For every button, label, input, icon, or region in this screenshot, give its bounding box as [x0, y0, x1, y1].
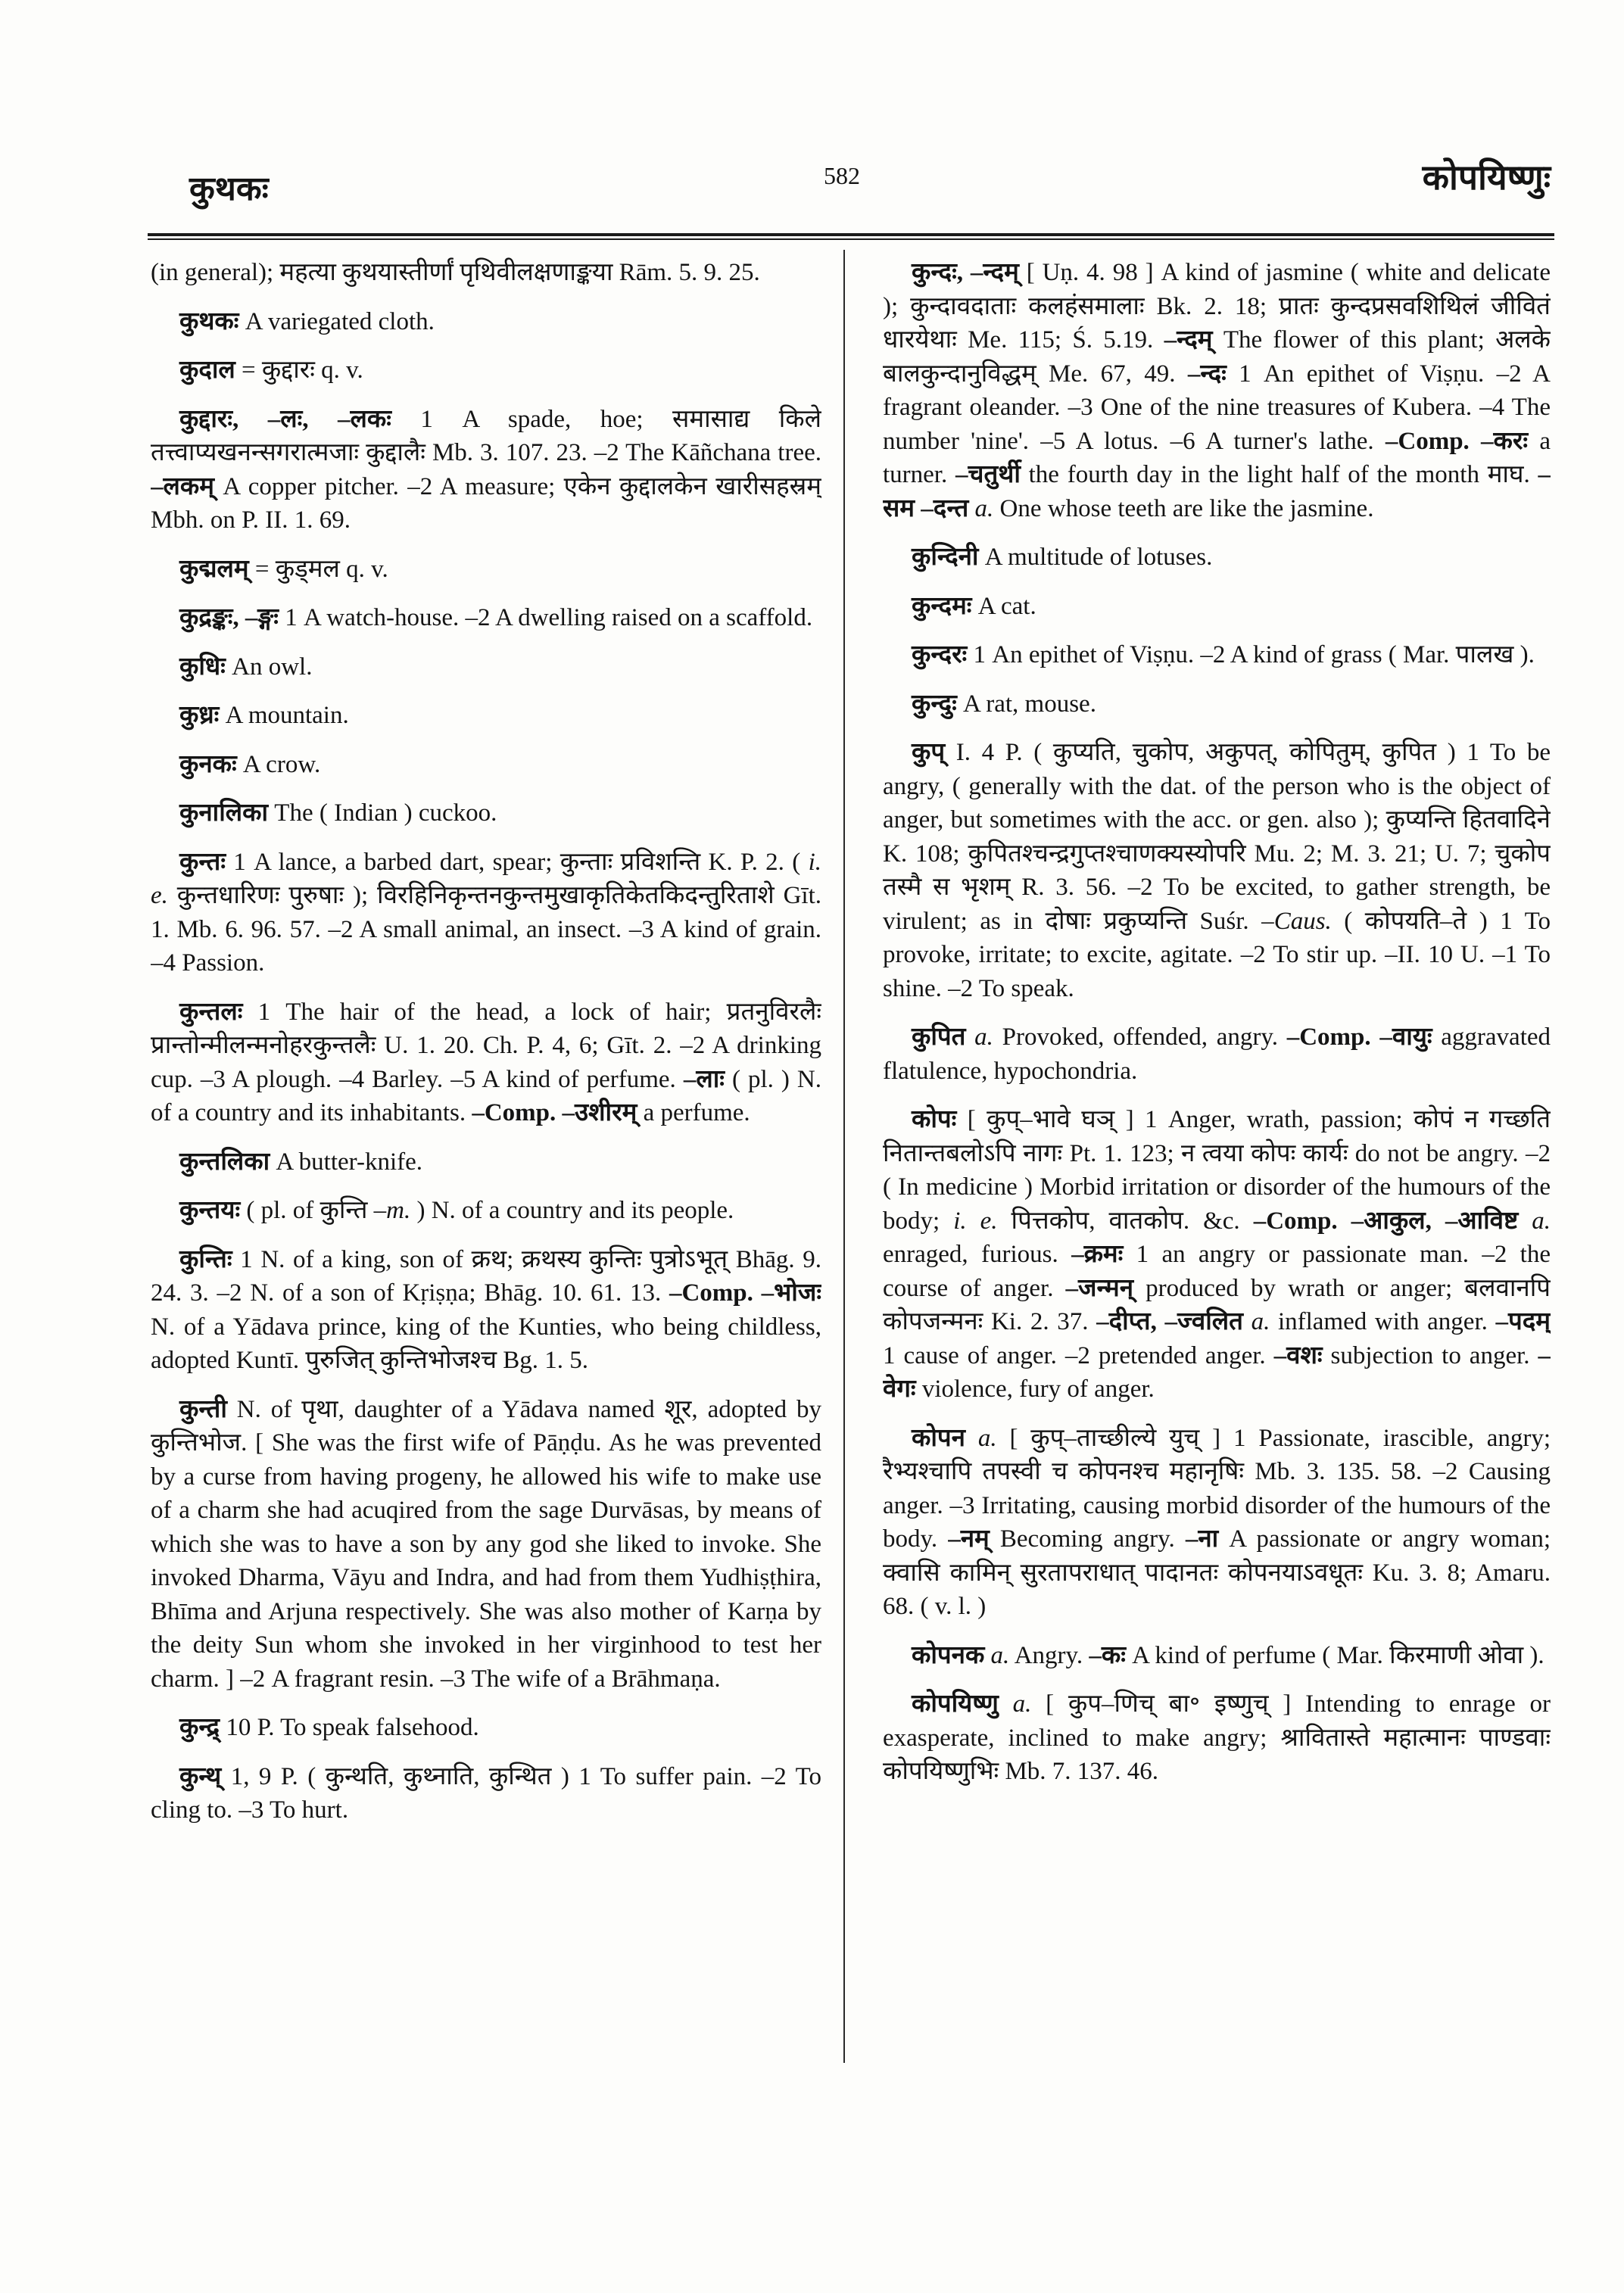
headword: कुद्दारः, –लः, –लकः — [179, 405, 391, 433]
entry-text: A kind of perfume ( Mar. किरमाणी ओवा ). — [1125, 1641, 1545, 1669]
dictionary-entry — [151, 748, 821, 782]
headword: कुन्तलिका — [179, 1148, 270, 1176]
header-double-rule — [148, 233, 1554, 240]
entry-text: enraged, furious. — [883, 1241, 1072, 1268]
entry-text: aggravated flatulence, hypochondria. — [883, 1023, 1551, 1085]
entry-text: a perfume. — [637, 1099, 750, 1126]
italic-abbreviation: i. e. — [151, 848, 821, 909]
dictionary-entry — [883, 1639, 1551, 1673]
dictionary-entry — [883, 1687, 1551, 1789]
italic-abbreviation: a. — [965, 1023, 993, 1051]
headword: कोपनक — [912, 1641, 985, 1669]
headword: कुन्ती — [179, 1395, 227, 1423]
dictionary-entry — [883, 687, 1551, 721]
entry-text: [ कुप–णिच् बा॰ इष्णुच् ] Intending to enrage or exasperate, inclined to make angry; श्रावितास्ते महात्मानः पाण्डवाः कोपयिष्णुभिः Mb. 7. 137. 46. — [883, 1690, 1551, 1785]
entry-text: 10 P. To speak falsehood. — [220, 1714, 479, 1741]
dictionary-entry — [151, 1145, 821, 1179]
dictionary-entry — [883, 638, 1551, 672]
headword: कुन्तलः — [179, 998, 243, 1026]
dictionary-entry — [883, 736, 1551, 1005]
entry-text: [ कुप्–भावे घञ् ] 1 Anger, wrath, passion; कोपं न गच्छति नितान्तबलोऽपि नागः Pt. 1. 123; न त्वया कोपः कार्यः do not be angry. –2 ( In medicine ) Morbid irritation or disorder of the humours of the body; — [883, 1106, 1551, 1235]
entry-text: कुन्तधारिणः पुरुषाः ); विरहिनिकृन्तनकुन्तमुखाकृतिकेतकिदन्तुरिताशे Gīt. 1. Mb. 6. 96. 57. –2 A small animal, an insect. –3 A kind of grain. –4 Passion. — [151, 882, 821, 977]
entry-text: = कुद्दारः q. v. — [235, 357, 363, 384]
entry-text: subjection to anger. — [1322, 1341, 1538, 1369]
dictionary-entry — [151, 846, 821, 980]
entry-text: One whose teeth are like the jasmine. — [993, 494, 1374, 522]
entry-text: 1 A watch-house. –2 A dwelling raised on a scaffold. — [278, 604, 813, 631]
entry-text: [ Uṇ. 4. 98 ] A kind of jasmine ( white and delicate ); कुन्दावदाताः कलहंसमालाः Bk. 2. 18; प्रातः कुन्दप्रसवशिथिलं जीवितं धारयेथाः Me. 115; Ś. 5.19. — [883, 259, 1551, 354]
entry-text: (in general); महत्या कुथयास्तीर्णां पृथिवीलक्षणाङ्कया Rām. 5. 9. 25. — [151, 259, 760, 286]
entry-text: [ कुप्–ताच्छील्ये युच् ] 1 Passionate, irascible, angry; रैभ्यश्चापि तपस्वी च कोपनश्च महानृषिः Mb. 3. 135. 58. –2 Causing anger. –3 Irritating, causing morbid disorder of the humours of the body. — [883, 1424, 1551, 1553]
bold-subentry: –न्दम् — [1164, 326, 1213, 354]
entry-text: पित्तकोप, वातकोप. &c. — [997, 1207, 1254, 1235]
entry-text: 1 N. of a king, son of क्रथ; क्रथस्य कुन्तिः पुत्रोऽभूत् Bhāg. 9. 24. 3. –2 N. of a son of Kṛiṣṇa; Bhāg. 10. 61. 13. — [151, 1245, 821, 1307]
headword: कुद्रङ्कः, –ङ्गः — [179, 604, 279, 631]
headword: कुन्दुः — [912, 690, 957, 718]
bold-subentry: –नम् — [948, 1525, 990, 1553]
entry-text: produced by wrath or anger; बलवानपि कोपजन्मनः Ki. 2. 37. — [883, 1274, 1551, 1335]
entry-text: Provoked, offended, angry. — [993, 1023, 1287, 1051]
dictionary-entry — [151, 995, 821, 1130]
headword: कुन्दमः — [912, 592, 972, 620]
bold-subentry: –सम –दन्त — [883, 461, 1551, 522]
entry-text: I. 4 P. ( कुप्यति, चुकोप, अकुपत्, कोपितुम्, कुपित ) 1 To be angry, ( generally with the dat. of the person who is the object of anger, but sometimes with the acc. or gen. also ); कुप्यन्ति हितवादिने K. 108; कुपितश्चन्द्रगुप्तश्चाणक्यस्योपरि Mu. 2; M. 3. 21; U. 7; चुकोप तस्मै स भृशम् R. 3. 56. –2 To be excited, to gather strength, be virulent; as in दोषाः प्रकुप्यन्ति Suśr. – — [883, 739, 1551, 935]
dictionary-entry — [883, 590, 1551, 624]
entry-text: A mountain. — [219, 702, 349, 729]
bold-subentry: –Comp. –उशीरम् — [472, 1099, 637, 1126]
entry-text: 1 The hair of the head, a lock of hair; प्रतनुविरलैः प्रान्तोन्मीलन्मनोहरकुन्तलैः U. 1. 20. Ch. P. 4, 6; Gīt. 2. –2 A drinking cup. –3 A plough. –4 Barley. –5 A kind of perfume. — [151, 998, 821, 1093]
dictionary-entry — [151, 553, 821, 587]
entry-text: inflamed with anger. — [1270, 1308, 1496, 1335]
bold-subentry: –पदम् — [1495, 1308, 1551, 1335]
bold-subentry: –वशः — [1273, 1341, 1323, 1369]
entry-text: 1 An epithet of Viṣṇu. –2 A kind of grass ( Mar. पालख ). — [967, 641, 1535, 668]
italic-abbreviation: a. — [984, 1641, 1010, 1669]
dictionary-entry — [151, 1393, 821, 1696]
headword: कुन्द्र् — [179, 1714, 220, 1741]
dictionary-entry — [883, 1020, 1551, 1088]
headword: कुध्रः — [179, 702, 220, 729]
bold-subentry: –कः — [1089, 1641, 1126, 1669]
page-number: 582 — [824, 162, 860, 189]
dictionary-entry — [883, 256, 1551, 525]
dictionary-entry — [151, 796, 821, 830]
entry-text: A variegated cloth. — [238, 307, 435, 335]
left-column — [151, 256, 821, 2254]
headword: कुन्तिः — [179, 1245, 232, 1273]
entry-text: N. of a Yādava prince, king of the Kunties, who being childless, adopted Kuntī. पुरुजित् कुन्तिभोजश्च Bg. 1. 5. — [151, 1313, 821, 1374]
headword: कुनालिका — [179, 799, 269, 827]
entry-text: 1 cause of anger. –2 pretended anger. — [883, 1341, 1274, 1369]
entry-text: A crow. — [236, 750, 321, 778]
italic-abbreviation: a. — [1242, 1308, 1270, 1335]
entry-text: A copper pitcher. –2 A measure; एकेन कुद्दालकेन खारीसहस्रम् Mbh. on P. II. 1. 69. — [151, 472, 821, 534]
dictionary-entry — [883, 1103, 1551, 1407]
headword: कुन्थ् — [179, 1762, 222, 1790]
italic-abbreviation: Caus. — [1273, 907, 1332, 935]
left-guide-word: कुथकः — [189, 170, 269, 207]
entry-text: ( कोपयति–ते ) 1 To provoke, irritate; to excite, agitate. –2 To stir up. –II. 10 U. –1 To shine. –2 To speak. — [883, 907, 1551, 1002]
italic-abbreviation: a. — [1518, 1207, 1551, 1235]
bold-subentry: –लकम् — [151, 472, 214, 500]
entry-text: The ( Indian ) cuckoo. — [268, 799, 497, 827]
bold-subentry: –Comp. –करः — [1385, 427, 1529, 455]
entry-text: ( pl. of कुन्ति – — [240, 1197, 387, 1224]
dictionary-entry — [883, 1422, 1551, 1624]
bold-subentry: –लाः — [683, 1065, 725, 1093]
headword: कुपित — [912, 1023, 966, 1051]
entry-text: N. of पृथा, daughter of a Yādava named शूर, adopted by कुन्तिभोज. [ She was the first wife of Pāṇḍu. As he was prevented by a curse from having progeny, he allowed his wife to make use of a charm she had acuqired from the sage Durvāsas, by means of which she was to have a son by any god she liked to invoke. She invoked Dharma, Vāyu and Indra, and had from them Yudhiṣṭhira, Bhīma and Arjuna respectively. She was also mother of Karṇa by the deity Sun whom she invoked in her virginhood to test her charm. ] –2 A fragrant resin. –3 The wife of a Brāhmaṇa. — [151, 1395, 821, 1693]
entry-text: An owl. — [225, 653, 313, 681]
right-guide-word: कोपयिष्णुः — [1422, 158, 1551, 197]
bold-subentry: –Comp. –भोजः — [669, 1279, 821, 1307]
entry-text: ) N. of a country and its people. — [410, 1197, 734, 1224]
bold-subentry: –न्दः — [1187, 360, 1227, 388]
headword: कुथकः — [179, 307, 239, 335]
headword: कुन्दरः — [912, 641, 968, 668]
italic-abbreviation: a. — [998, 1690, 1032, 1718]
italic-abbreviation: m. — [386, 1197, 411, 1224]
entry-text: The flower of this plant; अलके बालकुन्दानुविद्धम् Me. 67, 49. — [883, 326, 1551, 388]
headword: कुदाल — [179, 357, 235, 384]
bold-subentry: –वेगः — [883, 1341, 1551, 1403]
entry-text: A rat, mouse. — [956, 690, 1096, 718]
right-column — [883, 256, 1551, 2254]
headword: कुद्मलम् — [179, 555, 249, 583]
dictionary-entry — [151, 601, 821, 635]
dictionary-entry — [151, 354, 821, 388]
entry-text: 1 An epithet of Viṣṇu. –2 A fragrant oleander. –3 One of the nine treasures of Kubera. –4 The number 'nine'. –5 A lotus. –6 A turner's lathe. — [883, 360, 1551, 455]
entry-text: violence, fury of anger. — [915, 1375, 1155, 1403]
entry-text: 1 A lance, a barbed dart, spear; कुन्ताः प्रविशन्ति K. P. 2. ( — [225, 848, 809, 876]
entry-text: 1, 9 P. ( कुन्थति, कुथ्नाति, कुन्थित ) 1 To suffer pain. –2 To cling to. –3 To hurt. — [151, 1762, 821, 1824]
headword: कुन्तयः — [179, 1197, 241, 1224]
dictionary-entry — [151, 1711, 821, 1745]
entry-text: A multitude of lotuses. — [978, 544, 1213, 571]
entry-text: Becoming angry. — [989, 1525, 1186, 1553]
entry-text: A butter-knife. — [270, 1148, 423, 1176]
headword: कुन्तः — [179, 848, 226, 876]
dictionary-entry — [151, 699, 821, 733]
dictionary-entry — [151, 1760, 821, 1827]
entry-text: the fourth day in the light half of the month माघ. — [1020, 461, 1538, 488]
headword: कोपयिष्णु — [912, 1690, 999, 1718]
entry-text: 1 an angry or passionate man. –2 the course of anger. — [883, 1241, 1551, 1302]
dictionary-entry — [151, 1194, 821, 1228]
bold-subentry: –Comp. –आकुल, –आविष्ट — [1253, 1207, 1519, 1235]
italic-abbreviation: a. — [968, 494, 994, 522]
headword: कुनकः — [179, 750, 237, 778]
bold-subentry: –क्रमः — [1071, 1241, 1124, 1268]
dictionary-entry — [151, 305, 821, 339]
entry-text: ( pl. ) N. of a country and its inhabitants. — [151, 1065, 821, 1126]
bold-subentry: –चतुर्थी — [955, 461, 1021, 488]
continued-entry — [151, 256, 821, 290]
bold-subentry: –ना — [1185, 1525, 1219, 1553]
headword: कुधिः — [179, 653, 226, 681]
bold-subentry: –दीप्त, –ज्वलित — [1096, 1308, 1243, 1335]
headword: कुन्दः, –न्दम् — [912, 259, 1019, 286]
bold-subentry: –जन्मन् — [1065, 1274, 1134, 1302]
dictionary-entry — [151, 650, 821, 684]
entry-text: a turner. — [883, 427, 1551, 488]
entry-text: Angry. — [1009, 1641, 1089, 1669]
dictionary-entry — [883, 541, 1551, 575]
dictionary-entry — [151, 403, 821, 537]
column-divider — [843, 250, 845, 2063]
headword: कुप् — [912, 739, 946, 766]
entry-text: A passionate or angry woman; क्वासि कामिन् सुरतापराधात् पादानतः कोपनयाऽवधूतः Ku. 3. 8; Amaru. 68. ( v. l. ) — [883, 1525, 1551, 1620]
headword: कोपः — [912, 1106, 957, 1133]
italic-abbreviation: i. e. — [953, 1207, 998, 1235]
entry-text: 1 A spade, hoe; समासाद्य किले तत्त्वाप्यखनन्सगरात्मजाः कुद्दालैः Mb. 3. 107. 23. –2 The Kāñchana tree. — [151, 405, 821, 466]
entry-text: = कुड्मल q. v. — [248, 555, 388, 583]
bold-subentry: –Comp. –वायुः — [1286, 1023, 1432, 1051]
dictionary-entry — [151, 1243, 821, 1378]
italic-abbreviation: a. — [965, 1424, 997, 1452]
headword: कोपन — [912, 1424, 965, 1452]
headword: कुन्दिनी — [912, 544, 979, 571]
entry-text: A cat. — [971, 592, 1036, 620]
